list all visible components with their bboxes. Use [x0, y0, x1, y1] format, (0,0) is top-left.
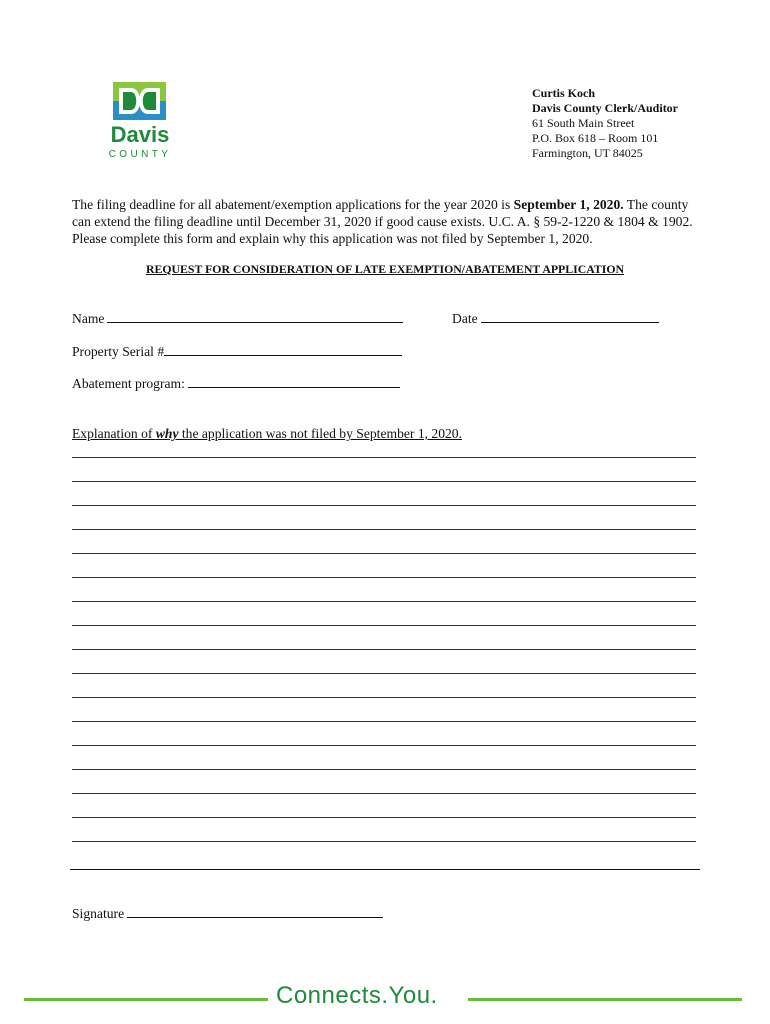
- date-label: Date: [452, 311, 478, 326]
- address-city: Farmington, UT 84025: [532, 146, 643, 160]
- footer-slogan: Connects.You.: [276, 982, 438, 1009]
- abatement-program-input-line[interactable]: [188, 375, 400, 388]
- explanation-line-7[interactable]: [72, 601, 696, 602]
- signature-field[interactable]: [72, 905, 383, 922]
- footer-line-right: [468, 998, 742, 1001]
- explanation-line-10[interactable]: [72, 673, 696, 674]
- logo-wordmark: Davis: [110, 122, 170, 147]
- address-street: 61 South Main Street: [532, 116, 635, 130]
- explanation-line-11[interactable]: [72, 697, 696, 698]
- name-input-line[interactable]: [107, 310, 403, 323]
- property-serial-label: Property Serial #: [72, 344, 165, 359]
- footer-line-left: [24, 998, 268, 1001]
- explanation-line-14[interactable]: [72, 769, 696, 770]
- date-input-line[interactable]: [481, 310, 659, 323]
- name-label: Name: [72, 311, 105, 326]
- explanation-line-18[interactable]: [70, 869, 700, 870]
- form-heading: REQUEST FOR CONSIDERATION OF LATE EXEMPTION/ABATEMENT APPLICATION: [145, 262, 625, 276]
- abatement-program-label: Abatement program:: [72, 376, 185, 391]
- explanation-line-13[interactable]: [72, 745, 696, 746]
- clerk-title: Davis County Clerk/Auditor: [532, 101, 679, 115]
- explanation-line-1[interactable]: [72, 457, 696, 458]
- intro-text-2: The county can extend the filing deadline until December 31, 2020 if good cause exists. U.C. A. § 59-2-1220 & 1804 & 1902. Please complete this form and explain why this application was not filed by September 1, 2020.: [72, 197, 693, 246]
- explanation-label: [72, 426, 462, 442]
- explanation-line-5[interactable]: [72, 553, 696, 554]
- explanation-line-4[interactable]: [72, 529, 696, 530]
- signature-label: Signature: [72, 906, 125, 921]
- abatement-program-field[interactable]: [72, 375, 400, 392]
- address-po-box: P.O. Box 618 – Room 101: [532, 131, 659, 145]
- signature-input-line[interactable]: [127, 905, 383, 918]
- intro-paragraph: [72, 196, 702, 247]
- property-serial-field[interactable]: [72, 343, 402, 360]
- clerk-address-block: [532, 86, 678, 161]
- davis-county-logo: [100, 80, 180, 162]
- explanation-line-15[interactable]: [72, 793, 696, 794]
- property-serial-input-line[interactable]: [164, 343, 402, 356]
- explanation-line-6[interactable]: [72, 577, 696, 578]
- explanation-line-3[interactable]: [72, 505, 696, 506]
- explanation-line-2[interactable]: [72, 481, 696, 482]
- explanation-line-17[interactable]: [72, 841, 696, 842]
- explanation-emphasis: why: [155, 426, 179, 441]
- intro-deadline: September 1, 2020.: [513, 197, 624, 212]
- intro-text-1: The filing deadline for all abatement/exemption applications for the year 2020 is: [72, 197, 514, 212]
- explanation-line-8[interactable]: [72, 625, 696, 626]
- clerk-name: Curtis Koch: [532, 86, 595, 100]
- explanation-line-9[interactable]: [72, 649, 696, 650]
- logo-subtitle: COUNTY: [108, 149, 172, 160]
- explanation-line-16[interactable]: [72, 817, 696, 818]
- explanation-line-12[interactable]: [72, 721, 696, 722]
- davis-county-logo-mark-icon: [113, 82, 166, 120]
- date-field[interactable]: [452, 310, 659, 327]
- explanation-prefix: Explanation of: [72, 426, 156, 441]
- name-field[interactable]: [72, 310, 403, 327]
- explanation-suffix: the application was not filed by September 1, 2020.: [178, 426, 463, 441]
